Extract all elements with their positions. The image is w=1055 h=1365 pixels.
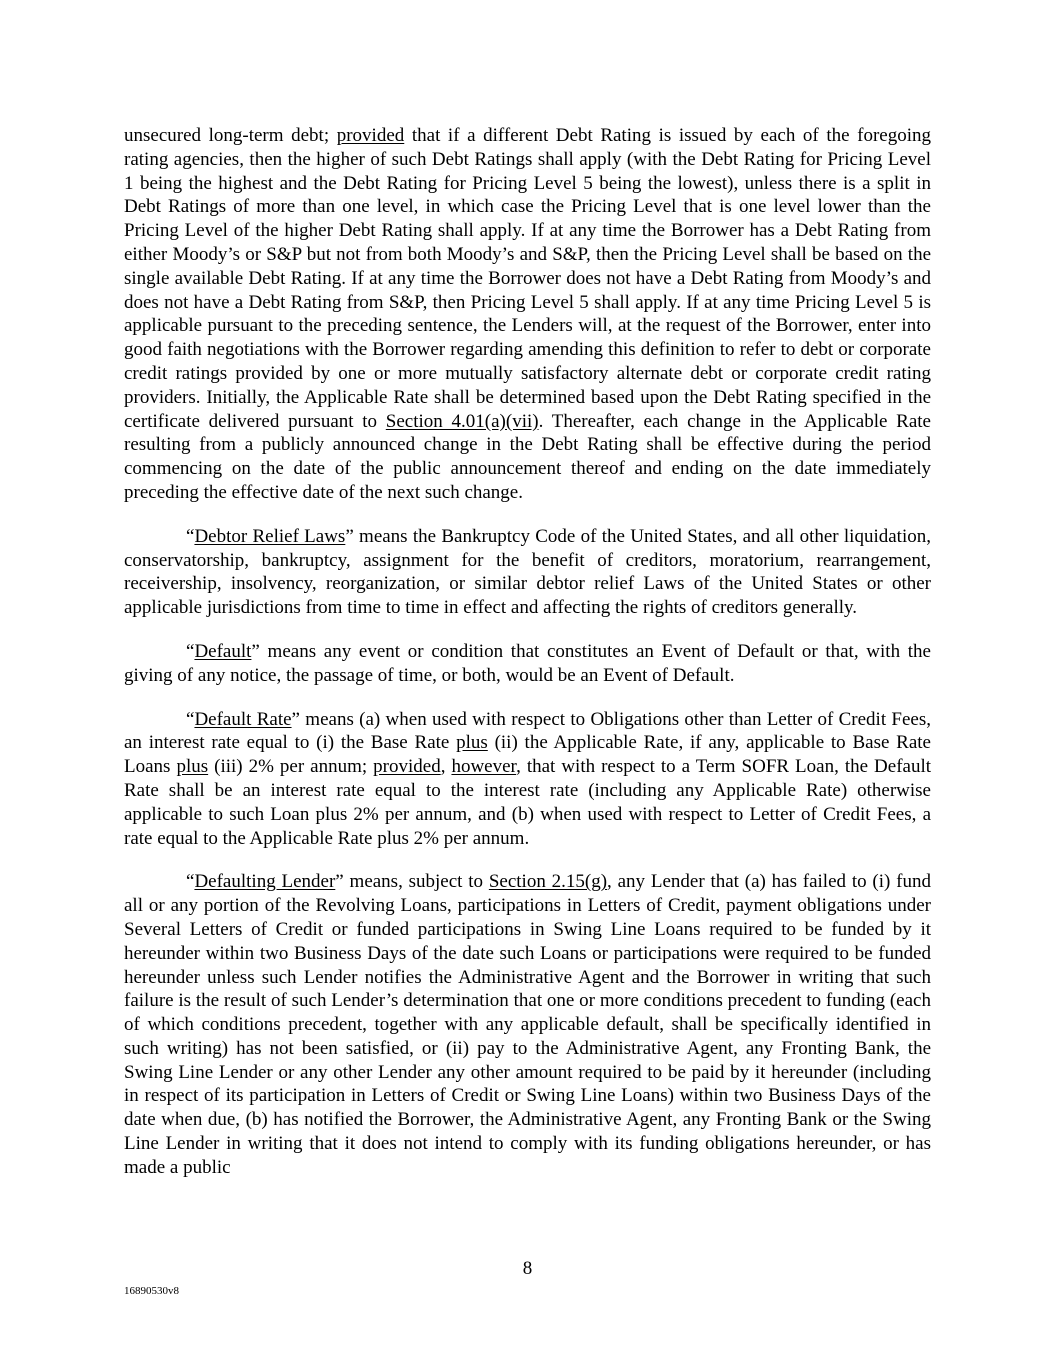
- text-run: “: [186, 640, 195, 662]
- underlined-term: Debtor Relief Laws: [194, 525, 346, 547]
- text-run: . Thereafter, each change in the Applicable Rate resulting from a publicly announced change in the Debt Rating shall be effective during the period commencing on the date of the public announcement thereof and ending on the date immediately preceding the effective date of the next such change.: [124, 410, 931, 503]
- underlined-term: Section 4.01(a)(vii): [385, 410, 539, 432]
- paragraph: [124, 124, 931, 505]
- underlined-term: provided: [373, 756, 441, 778]
- text-run: “: [186, 525, 195, 547]
- underlined-term: however: [451, 756, 517, 778]
- document-id: 16890530v8: [124, 1285, 179, 1297]
- text-run: ” means (a) when used with respect to Obligations other than Letter of Credit Fees, an interest rate equal to (i) the Base Rate: [124, 708, 931, 754]
- text-run: ” means the Bankruptcy Code of the United States, and all other liquidation, conservatorship, bankruptcy, assignment for the benefit of creditors, moratorium, rearrangement, receivership, insolvency, reorganization, or similar debtor relief Laws of the United States or other applicable jurisdictions from time to time in effect and affecting the rights of creditors generally.: [124, 525, 931, 619]
- text-run: (iii) 2% per annum;: [208, 756, 374, 778]
- paragraph: [124, 708, 931, 851]
- underlined-term: Default: [194, 640, 252, 662]
- paragraph: [124, 525, 931, 620]
- underlined-term: provided: [336, 125, 405, 146]
- text-run: , that with respect to a Term SOFR Loan, the Default Rate shall be an interest rate equal to the interest rate (including any Applicable Rate) otherwise applicable to such Loan plus 2% per annum, and (b) when used with respect to Letter of Credit Fees, a rate equal to the Applicable Rate plus 2% per annum.: [124, 756, 932, 849]
- underlined-term: Default Rate: [194, 708, 292, 730]
- text-run: “: [186, 708, 195, 730]
- page-number: 8: [522, 1258, 533, 1279]
- text-run: (ii) the Applicable Rate, if any, applicable to Base Rate Loans: [124, 732, 931, 778]
- underlined-term: plus: [176, 756, 209, 778]
- paragraph: [124, 870, 931, 1179]
- text-run: ,: [440, 756, 452, 778]
- text-run: ” means, subject to: [335, 871, 489, 893]
- text-run: that if a different Debt Rating is issued by each of the foregoing rating agencies, then the higher of such Debt Ratings shall apply (with the Debt Rating for Pricing Level 1 being the highest and the Debt Rating for Pricing Level 5 being the lowest), unless there is a split in Debt Ratings of more than one level, in which case the Pricing Level that is one level lower than the Pricing Level of the higher Debt Rating shall apply. If at any time the Borrower has a Debt Rating from either Moody’s or S&P but not from both Moody’s and S&P, then the Pricing Level shall be based on the single available Debt Rating. If at any time the Borrower does not have a Debt Rating from Moody’s and does not have a Debt Rating from S&P, then Pricing Level 5 shall apply. If at any time Pricing Level 5 is applicable pursuant to the preceding sentence, the Lenders will, at the request of the Borrower, enter into good faith negotiations with the Borrower regarding amending this definition to refer to debt or corporate credit ratings provided by one or more mutually satisfactory alternate debt or corporate credit rating providers. Initially, the Applicable Rate shall be determined based upon the Debt Rating specified in the certificate delivered pursuant to: [124, 125, 931, 432]
- document-body: [124, 124, 931, 1200]
- text-run: ” means any event or condition that constitutes an Event of Default or that, with the giving of any notice, the passage of time, or both, would be an Event of Default.: [124, 640, 931, 686]
- text-run: “: [186, 871, 195, 893]
- underlined-term: plus: [456, 732, 488, 754]
- text-run: , any Lender that (a) has failed to (i) fund all or any portion of the Revolving Loans, participations in Letters of Credit, payment obligations under Several Letters of Credit or funded participations in Swing Line Loans required to be funded by it hereunder within two Business Days of the date such Loans or participations were required to be funded hereunder unless such Lender notifies the Administrative Agent and the Borrower in writing that such failure is the result of such Lender’s determination that one or more conditions precedent to funding (each of which conditions precedent, together with any applicable default, shall be specifically identified in such writing) has not been satisfied, or (ii) pay to the Administrative Agent, any Fronting Bank, the Swing Line Lender or any other Lender any other amount required to be paid by it hereunder (including in respect of its participation in Letters of Credit or Swing Line Loans) within two Business Days of the date when due, (b) has notified the Borrower, the Administrative Agent, any Fronting Bank or the Swing Line Lender in writing that it does not intend to comply with its funding obligations hereunder, or has made a public: [124, 871, 931, 1178]
- underlined-term: Section 2.15(g): [488, 871, 608, 893]
- text-run: unsecured long-term debt;: [124, 125, 337, 146]
- underlined-term: Defaulting Lender: [194, 871, 336, 893]
- paragraph: [124, 640, 931, 688]
